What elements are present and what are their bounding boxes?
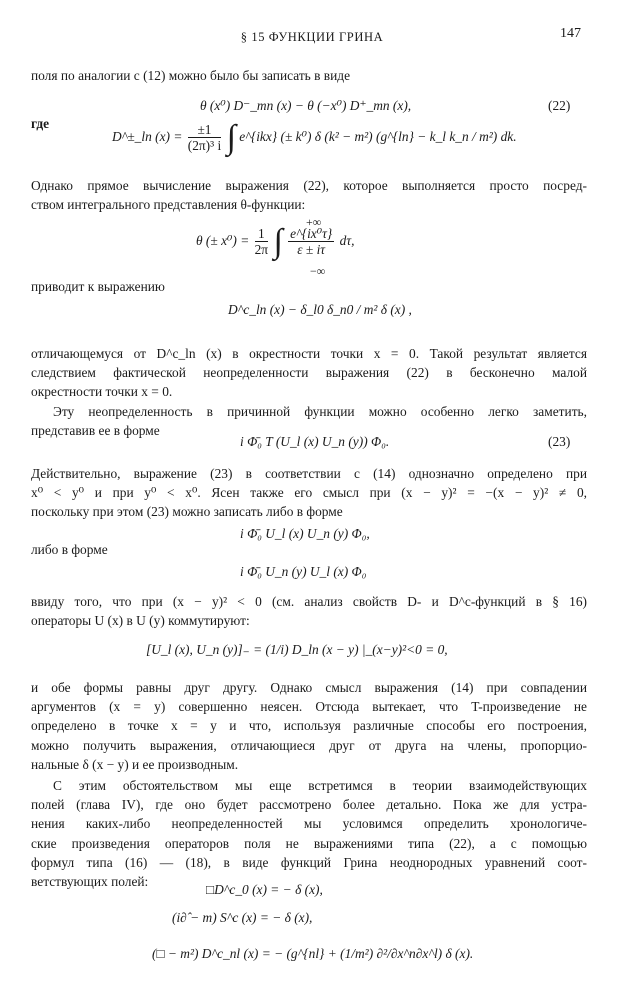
text-line: где bbox=[31, 116, 50, 131]
equation-23: i Φ̄₀ T (U_l (x) U_n (y)) Φ₀. bbox=[240, 434, 390, 449]
text-line: определено в точке x = y и что, используя различные способы его построения, bbox=[31, 718, 587, 734]
paragraph-leads-to bbox=[31, 277, 587, 296]
text-line: ветствующих полей: bbox=[31, 874, 149, 890]
page-number: 147 bbox=[560, 26, 581, 41]
equation-22: θ (x⁰) D⁻_mn (x) − θ (−x⁰) D⁺_mn (x), bbox=[200, 98, 412, 113]
text-line: поля по аналогии с (12) можно было бы записать в виде bbox=[31, 68, 351, 83]
paragraph-differs bbox=[31, 344, 587, 402]
eq-lhs: D^±_ln (x) = bbox=[112, 129, 183, 144]
frac-num: 1 bbox=[255, 226, 268, 242]
text-line: Эту неопределенность в причинной функции можно особенно легко заметить, bbox=[53, 404, 587, 419]
equation-commutator: [U_l (x), U_n (y)]₋ = (1/i) D_ln (x − y) |_(x−y)²<0 = 0, bbox=[146, 642, 448, 657]
equation-green-vector: (□ − m²) D^c_nl (x) = − (g^{nl} + (1/m²) ∂²/∂x^n∂x^l) δ (x). bbox=[152, 946, 474, 961]
eq-body: e^{ikx} (± k⁰) δ (k² − m²) (g^{ln} − k_l k_n / m²) dk. bbox=[239, 129, 517, 144]
frac-den: 2π bbox=[254, 242, 269, 258]
frac-den: ε ± iτ bbox=[297, 242, 326, 258]
paragraph-both-forms bbox=[31, 678, 587, 774]
text-line: окрестности точки x = 0. bbox=[31, 384, 173, 400]
equation-number-23: (23) bbox=[548, 434, 571, 449]
text-line: либо в форме bbox=[31, 542, 108, 557]
equation-number-22: (22) bbox=[548, 98, 571, 113]
eq-lhs: θ (± x⁰) = bbox=[196, 233, 250, 248]
equation-green-spinor: (i∂̂ − m) S^c (x) = − δ (x), bbox=[172, 910, 313, 925]
text-line: полей (глава IV), где оно будет рассмотрено более детально. Пока же для устра- bbox=[31, 797, 587, 813]
text-line: нения каких-либо неопределенностей мы условимся определить хронологиче- bbox=[31, 816, 587, 832]
text-line: Действительно, выражение (23) в соответствии с (14) однозначно определено при bbox=[31, 466, 587, 481]
text-line: можно получить выражения, отличающиеся друг от друга на члены, пропорцио- bbox=[31, 737, 587, 753]
paragraph-circumstance bbox=[31, 776, 587, 891]
equation-theta bbox=[196, 222, 355, 260]
eq-tail: dτ, bbox=[339, 233, 355, 248]
text-line: ством интегрального представления θ-функции: bbox=[31, 197, 306, 213]
paragraph-or-form bbox=[31, 540, 587, 559]
text-line: операторы U (x) в U (y) коммутируют: bbox=[31, 613, 250, 629]
integral-sign: ∫ bbox=[273, 222, 283, 260]
text-line: нальные δ (x − y) и ее производным. bbox=[31, 756, 239, 772]
running-header: § 15 ФУНКЦИИ ГРИНА bbox=[240, 30, 384, 44]
text-line: представив ее в форме bbox=[31, 423, 160, 439]
text-line: поскольку при этом (23) можно записать либо в форме bbox=[31, 504, 343, 520]
eq-fraction bbox=[188, 122, 221, 153]
frac-den: (2π)³ i bbox=[187, 138, 222, 154]
paragraph-intro bbox=[31, 66, 587, 85]
text-line: аргументов (x = y) совершенно неясен. Отсюда вытекает, что T-произведение не bbox=[31, 699, 587, 715]
paragraph-indeed bbox=[31, 464, 587, 522]
paragraph-since bbox=[31, 592, 587, 630]
frac-num: e^{ix⁰τ} bbox=[290, 226, 333, 242]
frac-num: ±1 bbox=[188, 122, 221, 138]
text-line: отличающемуся от D^c_ln (x) в окрестности точки x = 0. Такой результат является bbox=[31, 346, 587, 361]
text-line: Однако прямое вычисление выражения (22), которое выполняется просто посред- bbox=[31, 178, 587, 193]
integral-upper-limit: +∞ bbox=[306, 215, 322, 229]
text-line: ские произведения операторов поля не выражениями типа (22), а с помощью bbox=[31, 835, 587, 851]
text-line: приводит к выражению bbox=[31, 279, 165, 294]
text-line: С этим обстоятельством мы еще встретимся в теории взаимодействующих bbox=[53, 778, 587, 793]
equation-dc-difference: D^c_ln (x) − δ_l0 δ_n0 / m² δ (x) , bbox=[228, 302, 412, 317]
integral-sign: ∫ bbox=[226, 118, 236, 156]
equation-green-scalar: □D^c_0 (x) = − δ (x), bbox=[206, 882, 323, 897]
equation-form-1: i Φ̄₀ U_l (x) U_n (y) Φ₀, bbox=[240, 526, 370, 541]
eq-fraction bbox=[255, 226, 268, 257]
text-line: следствием фактической неопределенности выражения (22) в бесконечно малой bbox=[31, 365, 587, 381]
equation-form-2: i Φ̄₀ U_n (y) U_l (x) Φ₀ bbox=[240, 564, 367, 579]
paragraph-direct-calc bbox=[31, 176, 587, 214]
equation-d-pm bbox=[112, 118, 517, 156]
text-line: ввиду того, что при (x − y)² < 0 (см. анализ свойств D- и D^c-функций в § 16) bbox=[31, 594, 587, 609]
integral-lower-limit: −∞ bbox=[310, 264, 326, 278]
text-line: и обе формы равны друг другу. Однако смысл выражения (14) при совпадении bbox=[31, 680, 587, 695]
text-line: формул типа (16) — (18), в виде функций Грина неоднородных уравнений соот- bbox=[31, 854, 587, 870]
text-line: x⁰ < y⁰ и при y⁰ < x⁰. Ясен также его смысл при (x − y)² = −(x − y)² ≠ 0, bbox=[31, 485, 587, 501]
